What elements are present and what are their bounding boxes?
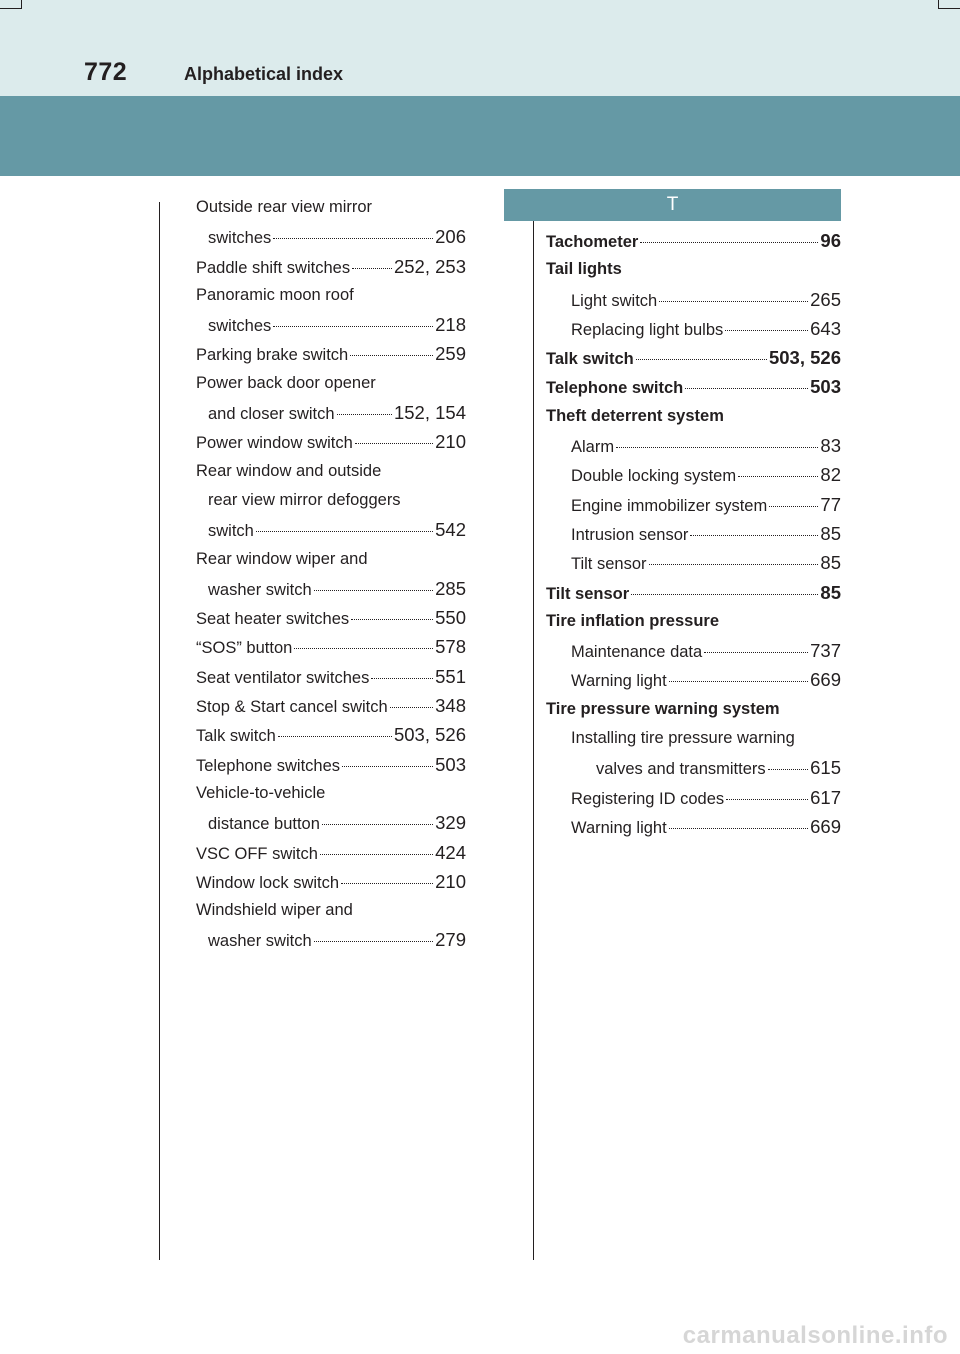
entry-text: Telephone switches <box>196 756 341 775</box>
entry-text: and closer switch <box>208 405 335 424</box>
entry-text: Engine immobilizer system <box>571 496 768 515</box>
index-entry <box>546 519 841 548</box>
left-index-column <box>196 193 466 955</box>
entry-text: Double locking system <box>571 467 737 486</box>
entry-text: “SOS” button <box>196 639 293 658</box>
entry-page-number: 265 <box>810 288 841 310</box>
entry-text: Outside rear view mirror <box>196 198 373 216</box>
entry-page-number: 152, 154 <box>393 402 466 424</box>
entry-page-number: 669 <box>810 815 841 837</box>
index-entry <box>196 808 466 837</box>
entry-text: Replacing light bulbs <box>571 320 724 339</box>
dot-leader <box>685 388 808 389</box>
header-color-band <box>0 96 960 176</box>
index-entry <box>196 252 466 281</box>
dot-leader <box>616 447 818 448</box>
index-entry <box>546 314 841 343</box>
entry-text: Tilt sensor <box>571 555 647 574</box>
dot-leader <box>352 268 392 269</box>
index-entry <box>196 925 466 954</box>
crop-mark-left-h <box>0 8 22 9</box>
index-entry <box>546 636 841 665</box>
entry-page-number: 551 <box>435 665 466 687</box>
index-entry <box>196 310 466 339</box>
entry-text: VSC OFF switch <box>196 844 318 863</box>
left-column-rule <box>159 202 160 1260</box>
dot-leader <box>273 326 433 327</box>
header-top-band <box>0 0 960 96</box>
watermark: carmanualsonline.info <box>682 1322 948 1349</box>
entry-text: Power window switch <box>196 434 353 453</box>
page-number: 772 <box>84 58 128 86</box>
index-letter-heading: T <box>504 189 841 221</box>
entry-text: Power back door opener <box>196 373 376 392</box>
dot-leader <box>322 824 433 825</box>
dot-leader <box>341 883 433 884</box>
entry-page-number: 578 <box>435 636 466 658</box>
dot-leader <box>337 414 392 415</box>
index-entry <box>196 427 466 456</box>
entry-page-number: 643 <box>810 317 841 339</box>
entry-page-number: 77 <box>820 493 841 515</box>
entry-text: Tilt sensor <box>546 584 630 603</box>
index-entry <box>196 398 466 427</box>
index-entry <box>196 222 466 251</box>
dot-leader <box>273 238 433 239</box>
entry-text: Telephone switch <box>546 379 684 398</box>
index-entry <box>196 574 466 603</box>
entry-page-number: 83 <box>820 435 841 457</box>
entry-page-number: 259 <box>435 343 466 365</box>
dot-leader <box>704 652 808 653</box>
entry-text: Panoramic moon roof <box>196 285 354 304</box>
entry-text: Registering ID codes <box>571 789 725 808</box>
entry-page-number: 252, 253 <box>393 255 466 277</box>
dot-leader <box>768 769 808 770</box>
entry-page-number: 206 <box>435 226 466 248</box>
index-entry <box>196 369 466 398</box>
entry-text: Windshield wiper and <box>196 901 353 920</box>
entry-page-number: 424 <box>435 841 466 863</box>
entry-text: washer switch <box>208 932 312 951</box>
index-entry <box>546 255 841 284</box>
entry-page-number: 503 <box>810 376 841 398</box>
entry-text: Paddle shift switches <box>196 258 351 277</box>
dot-leader <box>320 854 433 855</box>
index-entry <box>546 665 841 694</box>
index-entry <box>196 486 466 515</box>
index-entry <box>546 226 841 255</box>
entry-page-number: 285 <box>435 577 466 599</box>
index-entry <box>546 372 841 401</box>
index-entry <box>196 691 466 720</box>
index-entry <box>196 193 466 222</box>
right-index-column <box>546 226 841 841</box>
entry-text: Window lock switch <box>196 873 340 892</box>
index-entry <box>196 515 466 544</box>
dot-leader <box>314 941 434 942</box>
dot-leader <box>631 594 818 595</box>
dot-leader <box>669 828 808 829</box>
entry-text: Vehicle-to-vehicle <box>196 783 326 802</box>
index-entry <box>196 603 466 632</box>
dot-leader <box>342 766 433 767</box>
entry-text: Rear window wiper and <box>196 549 368 568</box>
entry-text: distance button <box>208 815 320 834</box>
dot-leader <box>371 678 433 679</box>
entry-text: Warning light <box>571 672 667 691</box>
entry-text: valves and transmitters <box>596 760 766 779</box>
right-column-rule <box>533 202 534 1260</box>
entry-text: Tachometer <box>546 233 639 251</box>
entry-page-number: 218 <box>435 314 466 336</box>
index-entry <box>196 867 466 896</box>
index-entry <box>546 490 841 519</box>
index-entry <box>546 548 841 577</box>
entry-page-number: 210 <box>435 431 466 453</box>
entry-text: switches <box>208 317 272 336</box>
index-entry <box>546 578 841 607</box>
entry-page-number: 96 <box>820 230 841 251</box>
entry-page-number: 503 <box>435 753 466 775</box>
dot-leader <box>769 506 818 507</box>
entry-text: rear view mirror defoggers <box>208 490 401 509</box>
index-entry <box>546 343 841 372</box>
dot-leader <box>636 359 767 360</box>
entry-page-number: 737 <box>810 640 841 662</box>
entry-page-number: 550 <box>435 607 466 629</box>
dot-leader <box>649 564 819 565</box>
entry-text: Stop & Start cancel switch <box>196 698 388 717</box>
dot-leader <box>314 590 434 591</box>
dot-leader <box>726 799 808 800</box>
index-entry <box>546 753 841 782</box>
entry-page-number: 669 <box>810 669 841 691</box>
entry-page-number: 85 <box>820 552 841 574</box>
entry-page-number: 82 <box>820 464 841 486</box>
index-entry <box>546 724 841 753</box>
entry-text: Seat ventilator switches <box>196 668 370 687</box>
index-entry <box>196 720 466 749</box>
dot-leader <box>294 648 433 649</box>
dot-leader <box>640 242 818 243</box>
entry-page-number: 85 <box>820 581 841 603</box>
dot-leader <box>690 535 818 536</box>
dot-leader <box>350 355 433 356</box>
crop-mark-right-h <box>938 8 960 9</box>
index-entry <box>196 750 466 779</box>
dot-leader <box>669 681 808 682</box>
index-entry <box>546 812 841 841</box>
entry-page-number: 279 <box>435 929 466 951</box>
entry-text: Light switch <box>571 291 658 310</box>
index-entry <box>546 431 841 460</box>
entry-text: Tire inflation pressure <box>546 611 719 630</box>
dot-leader <box>659 301 808 302</box>
entry-page-number: 503, 526 <box>393 724 466 746</box>
entry-text: switch <box>208 522 254 541</box>
index-entry <box>196 838 466 867</box>
entry-text: Rear window and outside <box>196 461 382 480</box>
entry-text: Alarm <box>571 438 615 457</box>
dot-leader <box>738 476 818 477</box>
index-entry <box>546 285 841 314</box>
dot-leader <box>725 330 808 331</box>
entry-text: switches <box>208 229 272 248</box>
entry-text: Intrusion sensor <box>571 525 689 544</box>
dot-leader <box>256 531 433 532</box>
entry-text: Maintenance data <box>571 643 703 662</box>
entry-page-number: 210 <box>435 870 466 892</box>
index-entry <box>546 607 841 636</box>
dot-leader <box>278 736 392 737</box>
index-entry <box>546 783 841 812</box>
entry-page-number: 348 <box>435 695 466 717</box>
index-entry <box>196 779 466 808</box>
index-entry <box>196 662 466 691</box>
index-entry <box>196 339 466 368</box>
index-entry <box>196 545 466 574</box>
entry-page-number: 503, 526 <box>768 347 841 369</box>
dot-leader <box>351 619 433 620</box>
section-title: Alphabetical index <box>184 64 344 84</box>
index-entry <box>196 457 466 486</box>
entry-text: Tail lights <box>546 260 622 279</box>
entry-page-number: 85 <box>820 522 841 544</box>
entry-text: washer switch <box>208 580 312 599</box>
index-entry <box>196 896 466 925</box>
index-entry <box>196 632 466 661</box>
entry-text: Warning light <box>571 818 667 837</box>
dot-leader <box>390 707 433 708</box>
entry-text: Installing tire pressure warning <box>571 729 795 748</box>
index-entry <box>546 460 841 489</box>
entry-text: Tire pressure warning system <box>546 699 780 718</box>
entry-text: Talk switch <box>546 350 634 369</box>
entry-text: Seat heater switches <box>196 610 350 629</box>
entry-page-number: 329 <box>435 812 466 834</box>
entry-text: Talk switch <box>196 727 276 746</box>
entry-page-number: 617 <box>810 786 841 808</box>
entry-text: Parking brake switch <box>196 346 349 365</box>
entry-page-number: 615 <box>810 757 841 779</box>
index-entry <box>196 281 466 310</box>
entry-page-number: 542 <box>435 519 466 541</box>
entry-text: Theft deterrent system <box>546 406 724 425</box>
dot-leader <box>355 443 433 444</box>
index-entry <box>546 695 841 724</box>
index-entry <box>546 402 841 431</box>
